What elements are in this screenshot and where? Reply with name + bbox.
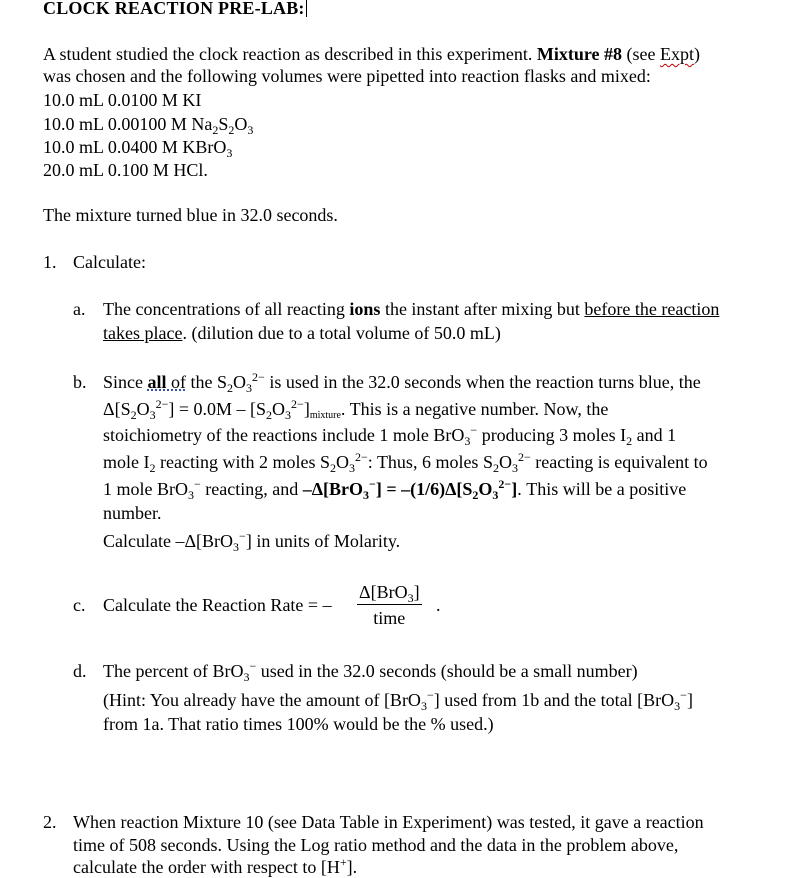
volume-thiosulfate: 10.0 mL 0.00100 M $Na_2S_2O_3$ xyxy=(43,114,254,137)
q1b-line-3: stoichiometry of the reactions include 1 mole BrO$_3$− producing 3 moles $I_2$ and 1 xyxy=(103,423,677,448)
reaction-rate-fraction xyxy=(357,582,422,629)
q2-number: 2. xyxy=(43,812,57,832)
q1c-period: . xyxy=(436,595,441,615)
q1b-line-2: $\Delta[S_2O_3^{2-}] = 0.0M$ – $[S_2O_3^{2-}]mixture$. This is a negative number. Now, the xyxy=(103,397,609,422)
q1a-letter: a. xyxy=(73,299,86,319)
q1b-line-6: number. xyxy=(103,503,162,523)
volume-kbro3: 10.0 mL 0.0400 M KBrO$_3$ xyxy=(43,137,233,160)
q1b-letter: b. xyxy=(73,372,87,392)
q1d-line-2: (Hint: You already have the amount of [BrO$_3$−] used from 1b and the total [BrO$_3$−] xyxy=(103,688,693,713)
q1-label: Calculate: xyxy=(73,252,146,272)
q1d-letter: d. xyxy=(73,661,87,681)
q1b-line-7: Calculate –Δ[BrO$_3$−] in units of Molarity. xyxy=(103,529,401,554)
q1c-letter: c. xyxy=(73,595,86,615)
q1a-line-2: takes place. (dilution due to a total volume of 50.0 mL) xyxy=(103,323,501,343)
expt-reference: Expt xyxy=(660,44,695,64)
q1-number: 1. xyxy=(43,252,57,272)
q1c-text: Calculate the Reaction Rate = – xyxy=(103,595,332,615)
page-title: CLOCK REACTION PRE-LAB: xyxy=(43,0,305,18)
volume-hcl: 20.0 mL 0.100 M HCl. xyxy=(43,160,208,180)
intro-line-1: A student studied the clock reaction as described in this experiment. Mixture #8 (see Expt) xyxy=(43,44,701,64)
text-cursor xyxy=(306,0,307,17)
fraction-denominator: time xyxy=(373,608,406,628)
intro-line-2: was chosen and the following volumes were pipetted into reaction flasks and mixed: xyxy=(43,66,651,86)
q1b-line-5: 1 mole BrO$_3$− reacting, and $-\Delta[BrO_3^-] = -(1/6)\Delta[S_2O_3^{2-}]$. This will be a positive xyxy=(103,477,687,502)
q2-line-2: time of 508 seconds. Using the Log ratio method and the data in the problem above, xyxy=(73,835,679,855)
q2-line-3: calculate the order with respect to [H+]. xyxy=(73,855,358,877)
blue-time-statement: The mixture turned blue in 32.0 seconds. xyxy=(43,205,338,225)
volume-ki: 10.0 mL 0.0100 M KI xyxy=(43,90,202,110)
q2-line-1: When reaction Mixture 10 (see Data Table in Experiment) was tested, it gave a reaction xyxy=(73,812,704,832)
q1b-line-1: Since all of the $S_2O_3^{2-}$ is used in the 32.0 seconds when the reaction turns blue, the xyxy=(103,370,701,395)
fraction-numerator: Δ[BrO$_3$] xyxy=(359,582,420,605)
q1b-line-4: mole $I_2$ reacting with 2 moles $S_2O_3^{2-}$: Thus, 6 moles $S_2O_3^{2-}$ reacting is equivalent to xyxy=(103,450,708,475)
q1d-line-3: from 1a. That ratio times 100% would be the % used.) xyxy=(103,714,494,734)
q1a-line-1: The concentrations of all reacting ions the instant after mixing but before the reaction xyxy=(103,299,720,319)
q1d-line-1: The percent of BrO$_3$− used in the 32.0 seconds (should be a small number) xyxy=(103,659,638,684)
